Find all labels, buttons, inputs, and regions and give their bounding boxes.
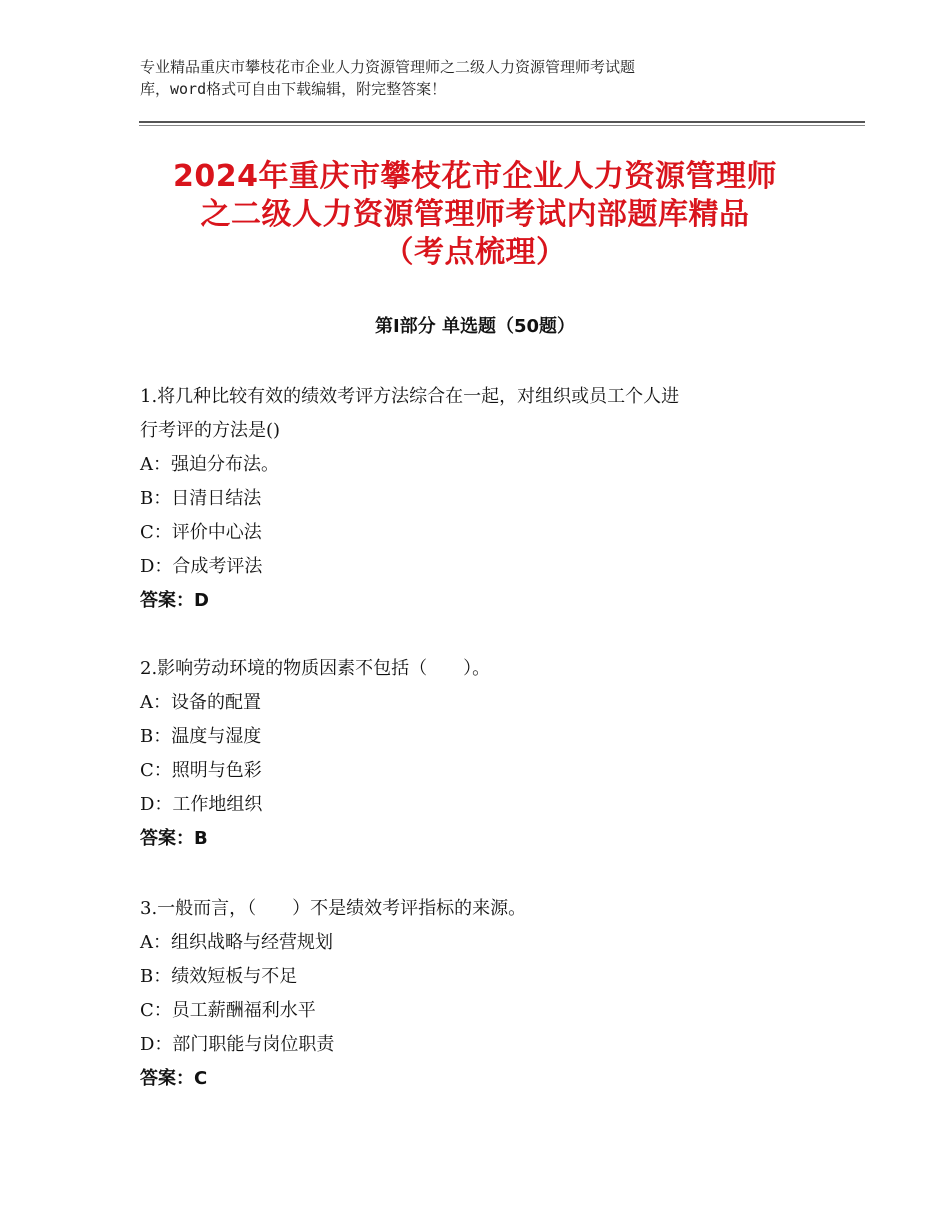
answer-label: 答案：D [140, 590, 209, 611]
question-item [140, 652, 820, 856]
header-divider [139, 121, 865, 123]
option-b: B：温度与湿度 [140, 726, 262, 747]
question-stem: 2.影响劳动环境的物质因素不包括（ ）。 [140, 658, 491, 679]
title-line: （考点梳理） [383, 235, 567, 270]
answer-label: 答案：C [140, 1068, 208, 1089]
question-item [140, 892, 820, 1096]
option-d: D：合成考评法 [140, 556, 263, 577]
option-c: C：员工薪酬福利水平 [140, 1000, 316, 1021]
document-title [100, 158, 850, 272]
header-note [140, 56, 790, 100]
question-item [140, 380, 820, 618]
option-a: A：组织战略与经营规划 [140, 932, 333, 953]
header-divider-thin [139, 125, 865, 126]
header-note-line: 库，word格式可自由下载编辑，附完整答案！ [140, 80, 447, 98]
question-stem: 行考评的方法是() [140, 420, 281, 441]
option-a: A：设备的配置 [140, 692, 261, 713]
option-d: D：工作地组织 [140, 794, 263, 815]
option-c: C：照明与色彩 [140, 760, 262, 781]
answer-label: 答案：B [140, 828, 208, 849]
question-stem: 1.将几种比较有效的绩效考评方法综合在一起，对组织或员工个人进 [140, 386, 680, 407]
header-note-line: 专业精品重庆市攀枝花市企业人力资源管理师之二级人力资源管理师考试题 [140, 58, 636, 76]
option-b: B：日清日结法 [140, 488, 262, 509]
question-stem: 3.一般而言，（ ）不是绩效考评指标的来源。 [140, 898, 527, 919]
option-a: A：强迫分布法。 [140, 454, 279, 475]
section-heading: 第Ⅰ部分 单选题（50题） [374, 316, 575, 337]
title-line: 2024年重庆市攀枝花市企业人力资源管理师 [173, 159, 777, 194]
title-line: 之二级人力资源管理师考试内部题库精品 [200, 197, 750, 232]
option-d: D：部门职能与岗位职责 [140, 1034, 335, 1055]
option-b: B：绩效短板与不足 [140, 966, 298, 987]
option-c: C：评价中心法 [140, 522, 262, 543]
